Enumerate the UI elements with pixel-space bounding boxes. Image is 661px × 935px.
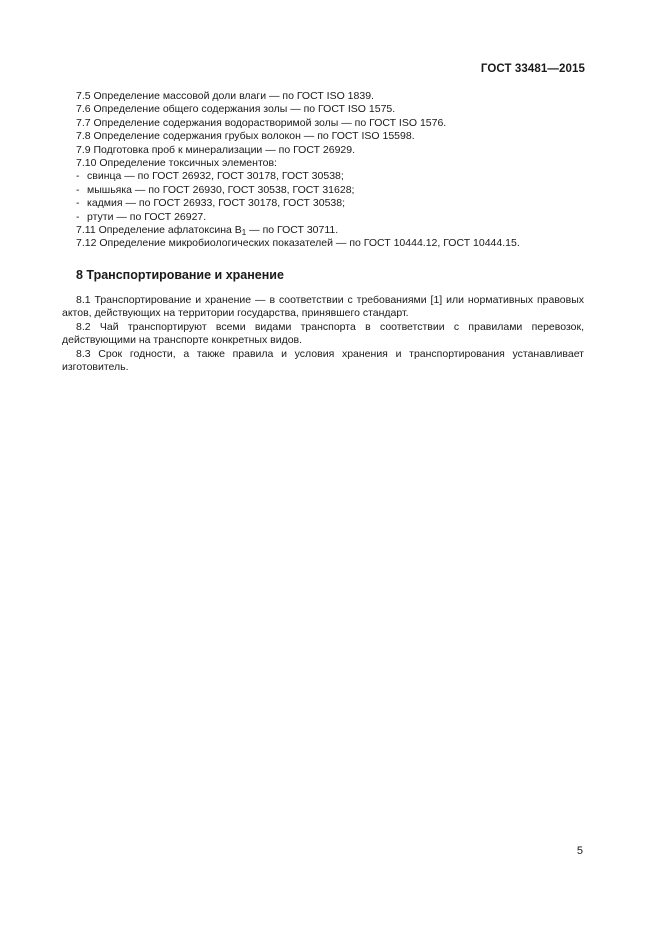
- item-7-9: 7.9 Подготовка проб к минерализации — по ГОСТ 26929.: [76, 143, 356, 156]
- item-7-11-text: 7.11 Определение афлатоксина B: [76, 224, 242, 237]
- toxic-element-mercury: [76, 211, 596, 224]
- item-7-8: 7.8 Определение содержания грубых волокон — по ГОСТ ISO 15598.: [76, 130, 415, 143]
- toxic-element-text: мышьяка — по ГОСТ 26930, ГОСТ 30538, ГОСТ 31628;: [87, 183, 355, 196]
- item-7-6: 7.6 Определение общего содержания золы — по ГОСТ ISO 1575.: [76, 103, 396, 116]
- item-7-7: 7.7 Определение содержания водорастворимой золы — по ГОСТ ISO 1576.: [76, 116, 447, 129]
- list-dash: -: [76, 183, 80, 196]
- section-8-body: [62, 294, 584, 374]
- paragraph-8-2: 8.2 Чай транспортируют всеми видами транспорта в соответствии с правилами перевозок, действующими на транспорте конкретных видов.: [62, 320, 584, 347]
- paragraph-8-3: 8.3 Срок годности, а также правила и условия хранения и транспортирования устанавливает изготовитель.: [62, 347, 584, 374]
- standard-header: ГОСТ 33481—2015: [480, 63, 585, 75]
- paragraph-8-1: 8.1 Транспортирование и хранение — в соответствии с требованиями [1] или нормативных правовых актов, действующих на территории государства, принявшего стандарт.: [62, 294, 584, 320]
- item-7-11: [76, 224, 596, 237]
- toxic-element-text: свинца — по ГОСТ 26932, ГОСТ 30178, ГОСТ 30538;: [87, 170, 344, 183]
- toxic-element-text: ртути — по ГОСТ 26927.: [87, 210, 207, 223]
- subscript-1: 1: [241, 228, 247, 238]
- toxic-element-lead: [76, 170, 596, 183]
- section-7-list: [76, 90, 596, 251]
- item-7-12: 7.12 Определение микробиологических показателей — по ГОСТ 10444.12, ГОСТ 10444.15.: [76, 237, 520, 250]
- list-dash: -: [76, 197, 80, 210]
- page-number: 5: [576, 845, 583, 857]
- item-7-10: 7.10 Определение токсичных элементов:: [76, 157, 277, 170]
- item-7-5: 7.5 Определение массовой доли влаги — по ГОСТ ISO 1839.: [76, 90, 374, 102]
- section-8-heading: 8 Транспортирование и хранение: [76, 268, 284, 282]
- toxic-element-cadmium: [76, 197, 596, 210]
- list-dash: -: [76, 210, 80, 223]
- toxic-element-arsenic: [76, 184, 596, 197]
- list-dash: -: [76, 170, 80, 183]
- item-7-11-ref: — по ГОСТ 30711.: [246, 224, 339, 237]
- toxic-element-text: кадмия — по ГОСТ 26933, ГОСТ 30178, ГОСТ 30538;: [87, 197, 346, 210]
